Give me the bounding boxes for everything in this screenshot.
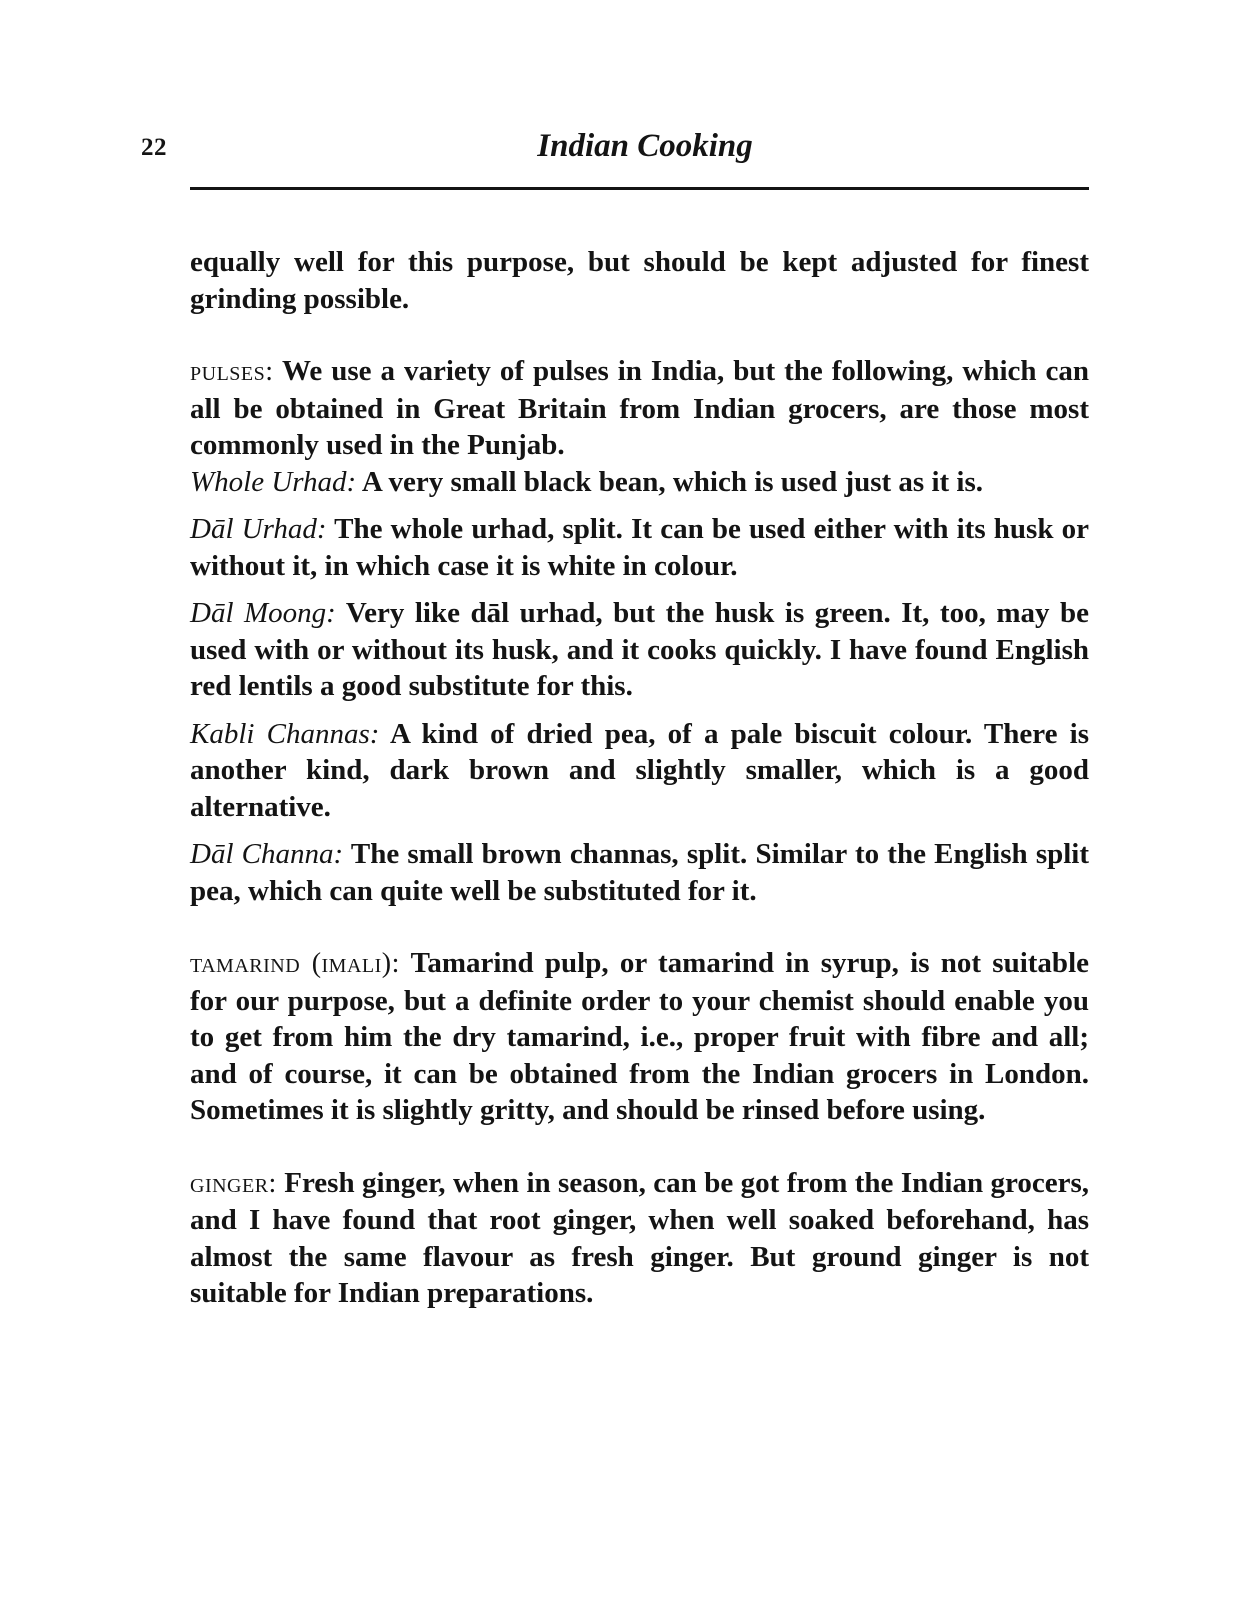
pulses-text: We use a variety of pulses in India, but the following, which can all be obtained in Great Britain from Indian grocers, are those most commonly used in the Punjab.: [190, 355, 1089, 461]
pulses-heading: pulses:: [190, 356, 274, 387]
intro-paragraph: equally well for this purpose, but should be kept adjusted for finest grinding possible.: [190, 246, 1089, 315]
ginger-text: Fresh ginger, when in season, can be got from the Indian grocers, and I have found that root ginger, when well soaked beforehand, has almost the same flavour as fresh ginger. But ground ginger is not suitable for Indian preparations.: [190, 1166, 1089, 1309]
tamarind-paragraph: [190, 945, 1089, 1129]
running-head: [141, 128, 1089, 172]
header-rule: [190, 187, 1089, 190]
entry-term: Dāl Urhad:: [190, 513, 327, 545]
entry-text: Very like dāl urhad, but the husk is green. It, too, may be used with or without its husk, and it cooks quickly. I have found English red lentils a good substitute for this.: [190, 597, 1089, 702]
pulses-paragraph: [190, 353, 1089, 464]
entry-kabli-channas: [190, 716, 1089, 826]
page-number: 22: [141, 134, 167, 161]
entry-text: A very small black bean, which is used just as it is.: [361, 465, 984, 498]
entry-dal-moong: [190, 595, 1089, 705]
running-title: Indian Cooking: [537, 128, 753, 164]
entry-dal-channa: [190, 836, 1089, 909]
tamarind-text: Tamarind pulp, or tamarind in syrup, is not suitable for our purpose, but a definite order to your chemist should enable you to get from him the dry tamarind, i.e., proper fruit with fibre and all; and of course, it can be obtained from the Indian grocers in London. Sometimes it is slightly gritty, and should be rinsed before using.: [190, 947, 1089, 1126]
entry-term: Whole Urhad:: [190, 465, 357, 498]
ginger-heading: ginger:: [190, 1167, 277, 1199]
entry-term: Kabli Channas:: [190, 717, 380, 750]
body-text: [190, 244, 1089, 1312]
entry-text: A kind of dried pea, of a pale biscuit colour. There is another kind, dark brown and slightly smaller, which is a good alternative.: [190, 717, 1089, 823]
entry-dal-urhad: [190, 511, 1089, 584]
tamarind-heading: tamarind (imali):: [190, 948, 400, 979]
entry-text: The small brown channas, split. Similar to the English split pea, which can quite well be substituted for it.: [190, 838, 1090, 907]
entry-whole-urhad: [190, 464, 1089, 501]
ginger-paragraph: [190, 1165, 1089, 1312]
entry-text: The whole urhad, split. It can be used either with its husk or without it, in which case it is white in colour.: [190, 513, 1089, 582]
entry-term: Dāl Moong:: [190, 597, 336, 629]
entry-term: Dāl Channa:: [190, 838, 344, 870]
